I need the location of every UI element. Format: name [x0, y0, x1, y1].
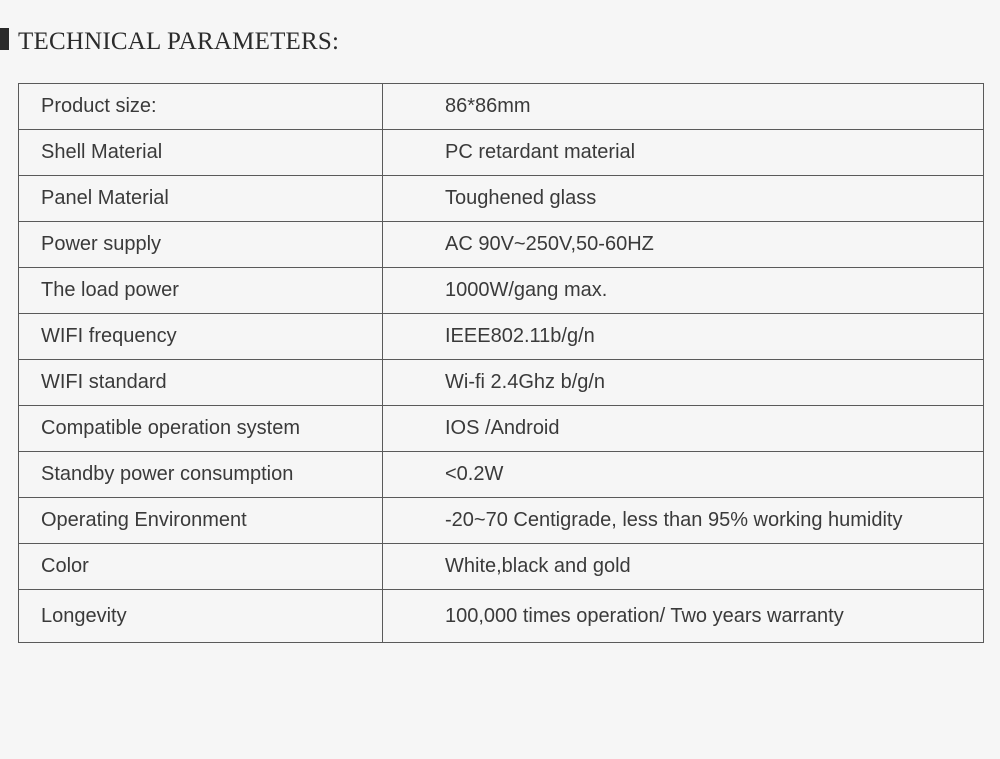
table-row — [19, 130, 984, 176]
parameter-name: WIFI frequency — [19, 314, 383, 360]
table-row — [19, 176, 984, 222]
heading-accent-bar — [0, 28, 9, 50]
table-row — [19, 498, 984, 544]
parameter-value: IOS /Android — [383, 406, 984, 452]
parameter-value: 86*86mm — [383, 84, 984, 130]
parameter-value: Toughened glass — [383, 176, 984, 222]
parameter-name: Operating Environment — [19, 498, 383, 544]
parameter-name: Longevity — [19, 590, 383, 643]
parameter-name: Shell Material — [19, 130, 383, 176]
technical-parameters-table — [18, 83, 984, 643]
section-heading: TECHNICAL PARAMETERS: — [18, 28, 340, 55]
parameter-value: PC retardant material — [383, 130, 984, 176]
parameter-value: Wi-fi 2.4Ghz b/g/n — [383, 360, 984, 406]
table-row — [19, 268, 984, 314]
parameter-value: -20~70 Centigrade, less than 95% working humidity — [383, 498, 984, 544]
parameter-value: 100,000 times operation/ Two years warranty — [383, 590, 984, 643]
parameter-name: WIFI standard — [19, 360, 383, 406]
table-row — [19, 406, 984, 452]
table-row — [19, 544, 984, 590]
parameter-name: Compatible operation system — [19, 406, 383, 452]
parameter-value: AC 90V~250V,50-60HZ — [383, 222, 984, 268]
parameter-value: <0.2W — [383, 452, 984, 498]
parameter-name: Panel Material — [19, 176, 383, 222]
parameter-name: The load power — [19, 268, 383, 314]
table-row — [19, 84, 984, 130]
table-row — [19, 590, 984, 643]
parameter-value: White,black and gold — [383, 544, 984, 590]
table-row — [19, 360, 984, 406]
table-row — [19, 314, 984, 360]
table-row — [19, 222, 984, 268]
parameter-value: IEEE802.11b/g/n — [383, 314, 984, 360]
table-row — [19, 452, 984, 498]
parameter-value: 1000W/gang max. — [383, 268, 984, 314]
parameter-name: Power supply — [19, 222, 383, 268]
parameter-name: Color — [19, 544, 383, 590]
parameter-name: Standby power consumption — [19, 452, 383, 498]
parameter-name: Product size: — [19, 84, 383, 130]
